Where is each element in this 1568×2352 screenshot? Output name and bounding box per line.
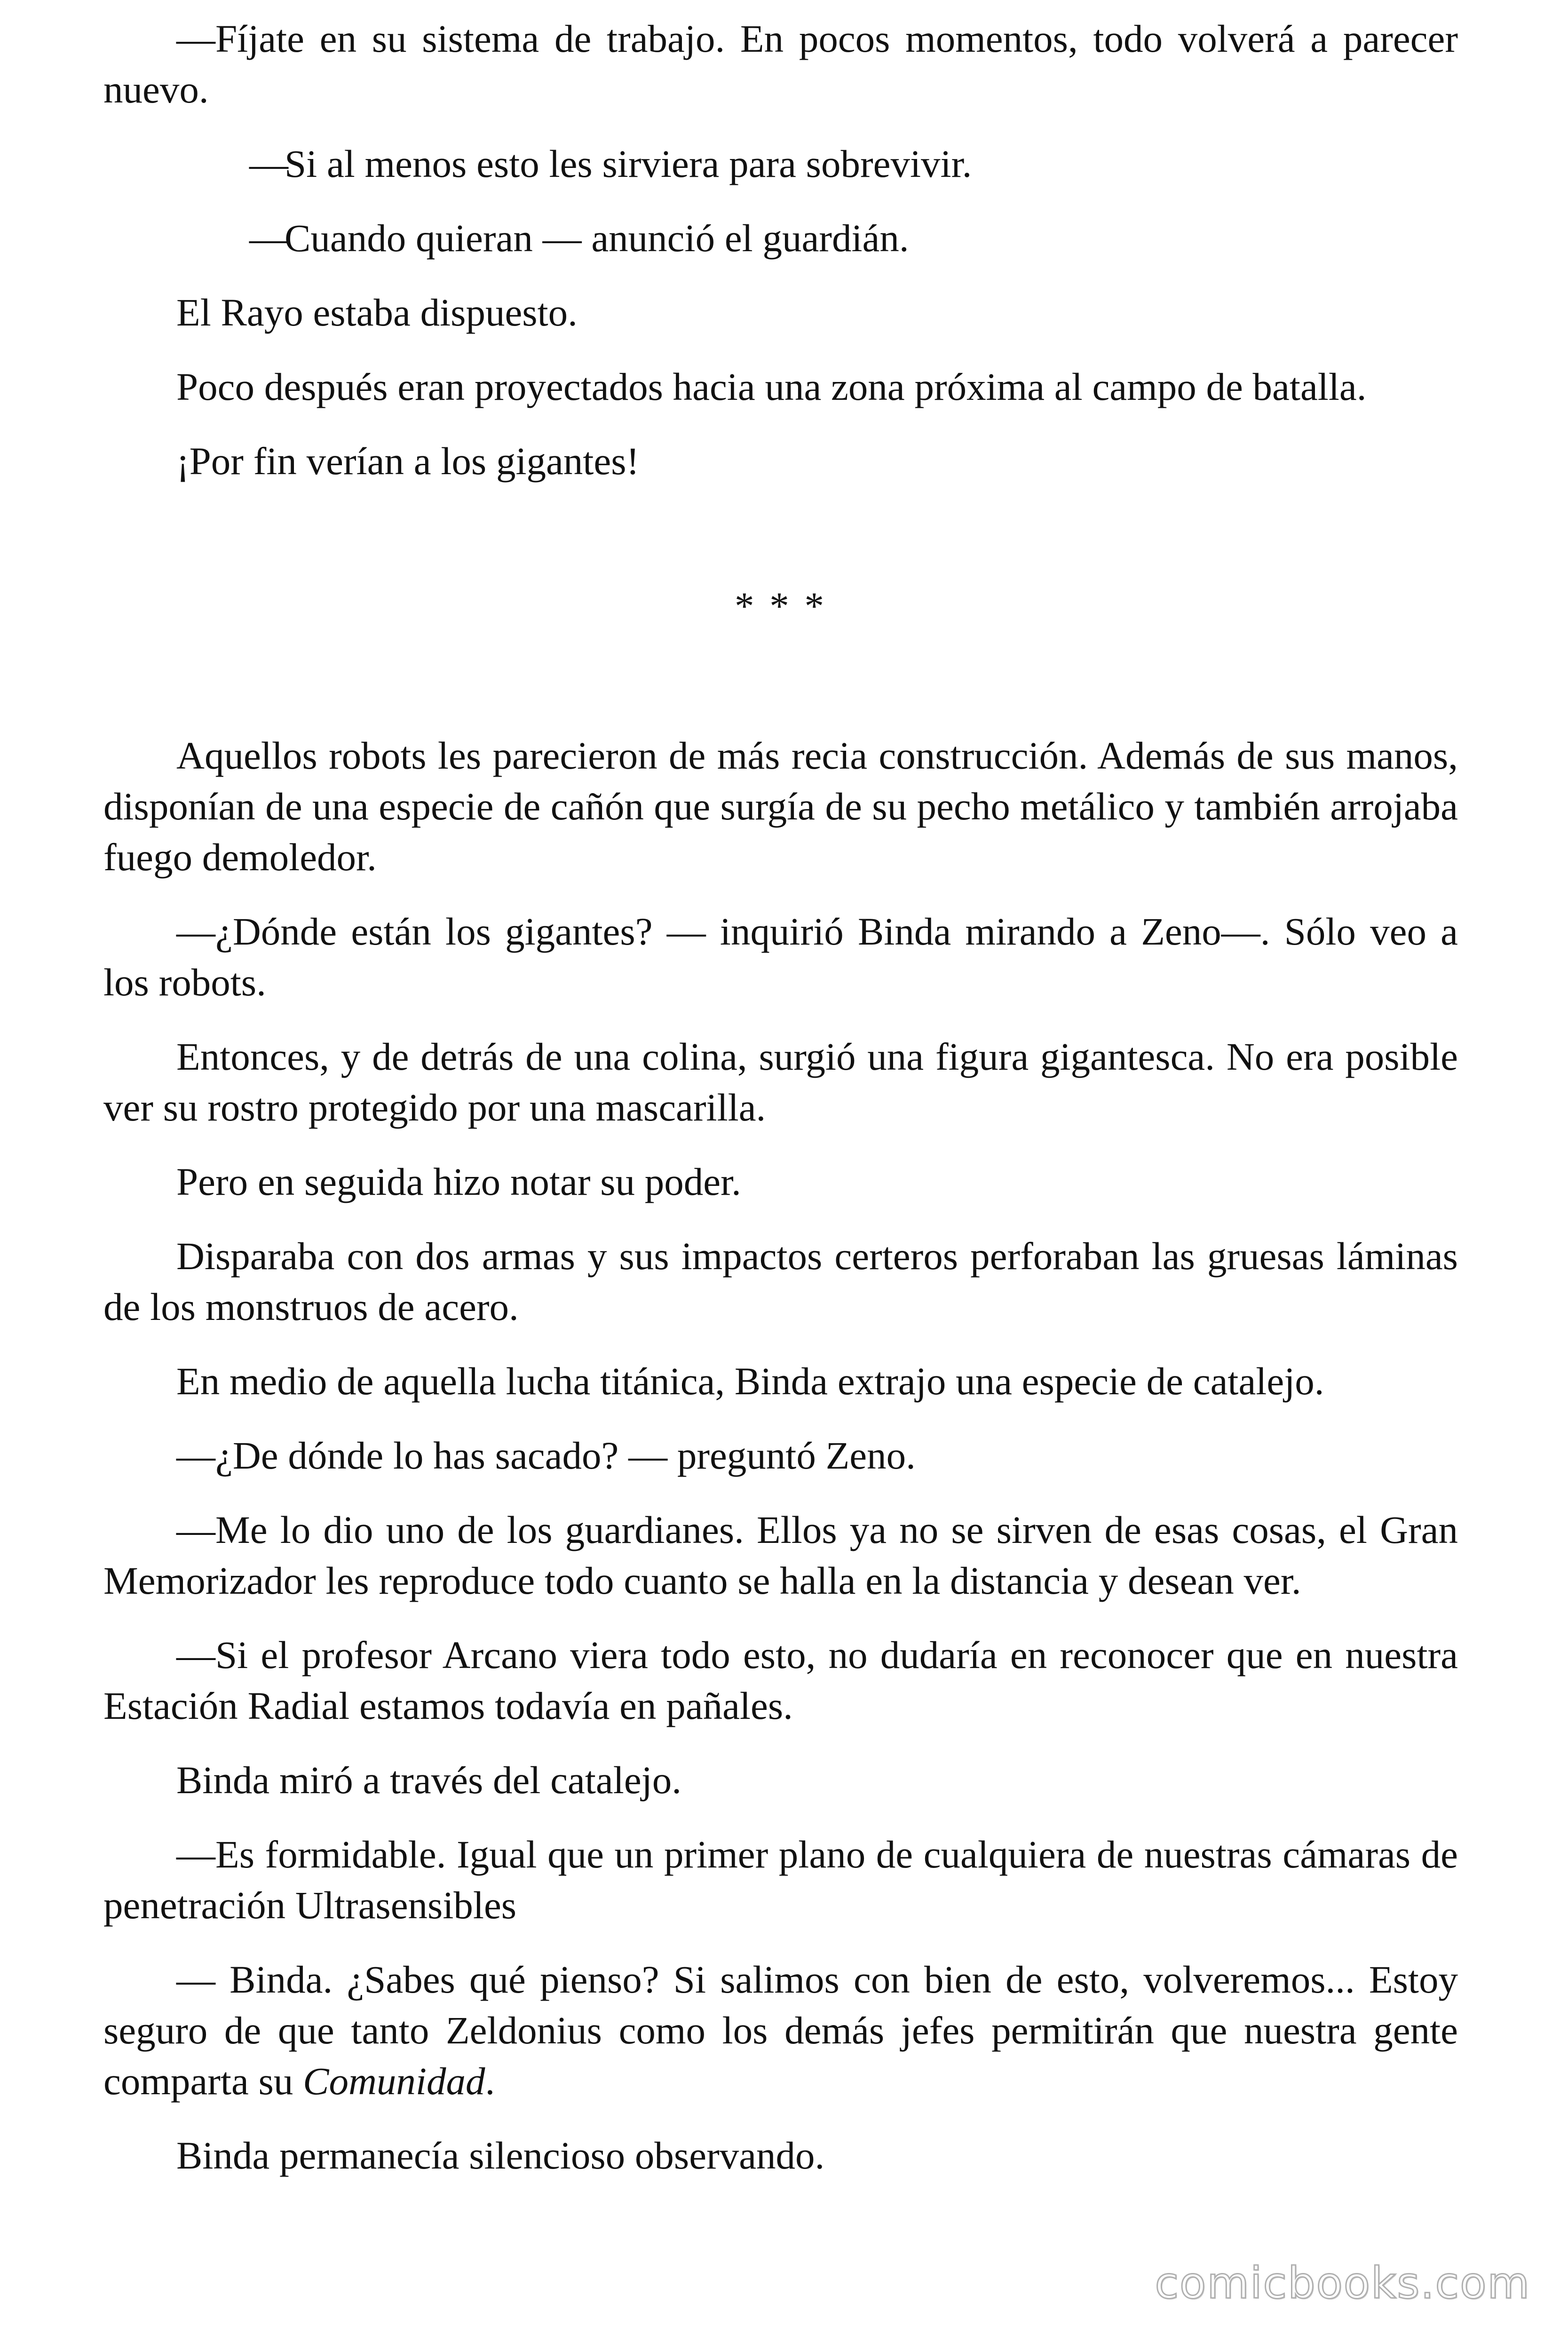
paragraph: Poco después eran proyectados hacia una zona próxima al campo de batalla. bbox=[176, 365, 1367, 408]
paragraph: Aquellos robots les parecieron de más recia construcción. Además de sus manos, disponían de una especie de cañón que surgía de su pecho metálico y también arrojaba fuego demoledor. bbox=[103, 734, 1458, 879]
page-text-column bbox=[103, 13, 1458, 2204]
paragraph: Entonces, y de detrás de una colina, surgió una figura gigantesca. No era posible ver su rostro protegido por una mascarilla. bbox=[103, 1035, 1458, 1129]
paragraph-text: — Binda. ¿Sabes qué pienso? Si salimos con bien de esto, volveremos... Estoy seguro de que tanto Zeldonius como los demás jefes permitirán que nuestra gente comparta su bbox=[103, 1958, 1458, 2103]
paragraph: Binda permanecía silencioso observando. bbox=[176, 2134, 825, 2177]
italic-term: Comunidad bbox=[303, 2059, 485, 2103]
paragraph: Binda miró a través del catalejo. bbox=[176, 1758, 681, 1802]
dialogue-dash: — bbox=[249, 216, 288, 260]
paragraph: ¡Por fin verían a los gigantes! bbox=[176, 439, 640, 483]
paragraph: —Es formidable. Igual que un primer plano de cualquiera de nuestras cámaras de penetración Ultrasensibles bbox=[103, 1833, 1458, 1927]
paragraph: —Si el profesor Arcano viera todo esto, no dudaría en reconocer que en nuestra Estación Radial estamos todavía en pañales. bbox=[103, 1633, 1458, 1727]
dialogue-text: Cuando quieran — anunció el guardián. bbox=[285, 216, 909, 260]
paragraph: Pero en seguida hizo notar su poder. bbox=[176, 1160, 741, 1203]
section-separator: * * * bbox=[735, 584, 827, 628]
paragraph: —Fíjate en su sistema de trabajo. En pocos momentos, todo volverá a parecer nuevo. bbox=[103, 17, 1458, 111]
paragraph-text-end: . bbox=[485, 2059, 495, 2103]
dialogue-line bbox=[103, 213, 1458, 263]
paragraph: Disparaba con dos armas y sus impactos certeros perforaban las gruesas láminas de los monstruos de acero. bbox=[103, 1234, 1458, 1328]
paragraph bbox=[103, 1954, 1458, 2106]
paragraph: —¿De dónde lo has sacado? — preguntó Zeno. bbox=[176, 1434, 916, 1477]
paragraph: El Rayo estaba dispuesto. bbox=[176, 291, 578, 334]
paragraph: —Me lo dio uno de los guardianes. Ellos ya no se sirven de esas cosas, el Gran Memorizador les reproduce todo cuanto se halla en la distancia y desean ver. bbox=[103, 1508, 1458, 1602]
paragraph: —¿Dónde están los gigantes? — inquirió Binda mirando a Zeno—. Sólo veo a los robots. bbox=[103, 910, 1458, 1004]
site-watermark: comicbooks.com bbox=[1155, 2258, 1530, 2308]
dialogue-text: Si al menos esto les sirviera para sobrevivir. bbox=[285, 142, 972, 185]
paragraph: En medio de aquella lucha titánica, Binda extrajo una especie de catalejo. bbox=[176, 1359, 1324, 1403]
dialogue-line bbox=[103, 138, 1458, 189]
dialogue-dash: — bbox=[249, 142, 288, 185]
